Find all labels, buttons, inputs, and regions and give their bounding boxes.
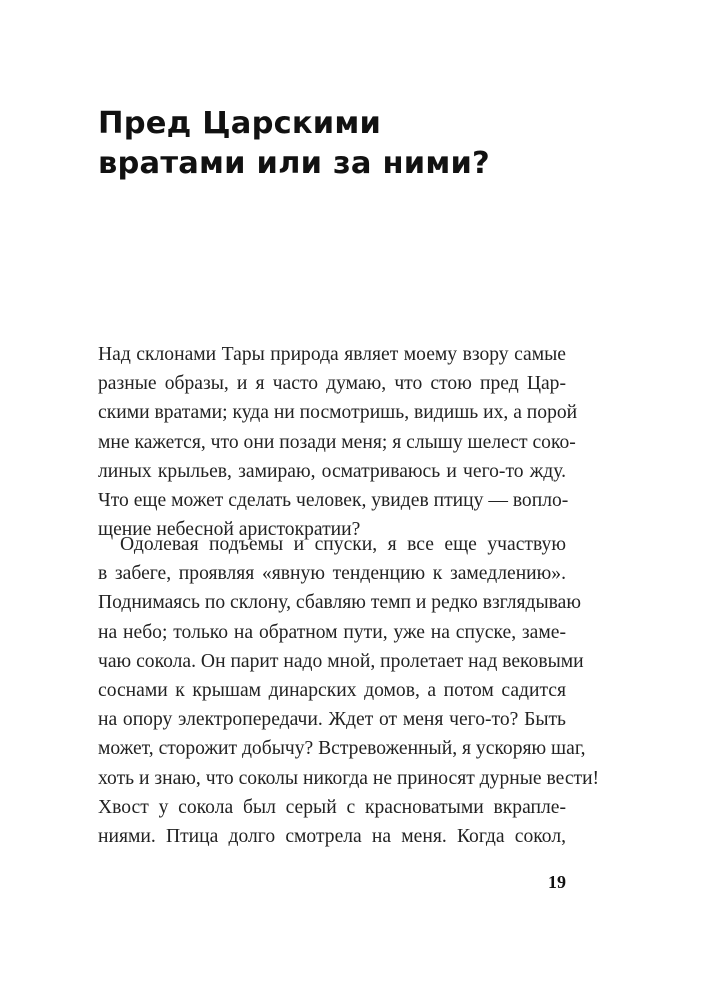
text-line: на небо; только на обратном пути, уже на спуске, заме-	[98, 621, 566, 643]
chapter-title	[98, 104, 490, 184]
text-line: скими вратами; куда ни посмотришь, видишь их, а порой	[98, 402, 578, 424]
page-number: 19	[548, 872, 566, 892]
text-line: чаю сокола. Он парит надо мной, пролетает над вековыми	[98, 650, 584, 672]
text-line: щение небесной аристократии?	[98, 519, 361, 541]
text-line: линых крыльев, замираю, осматриваюсь и чего-то жду.	[98, 460, 566, 482]
text-line: может, сторожит добычу? Встревоженный, я ускоряю шаг,	[98, 738, 586, 760]
paragraph-2	[98, 530, 600, 793]
text-line: в забеге, проявляя «явную тенденцию к замедлению».	[98, 563, 566, 585]
paragraph-3	[98, 793, 566, 851]
text-line: на опору электропередачи. Ждет от меня чего-то? Быть	[98, 709, 566, 731]
text-line: Поднимаясь по склону, сбавляю темп и редко взглядываю	[98, 592, 581, 614]
text-line: разные образы, и я часто думаю, что стою пред Цар-	[98, 373, 566, 395]
text-line: Что еще может сделать человек, увидев птицу — вопло-	[98, 490, 569, 512]
text-line: ниями. Птица долго смотрела на меня. Когда сокол,	[98, 826, 566, 848]
text-line: мне кажется, что они позади меня; я слышу шелест соко-	[98, 431, 576, 453]
text-line: Одолевая подъемы и спуски, я все еще участвую	[120, 534, 566, 555]
text-line: Над склонами Тары природа являет моему взору самые	[98, 344, 566, 365]
chapter-title-line-2: вратами или за ними?	[98, 146, 490, 181]
text-line: соснами к крышам динарских домов, а потом садится	[98, 680, 566, 702]
paragraph-1	[98, 340, 578, 544]
text-line: хоть и знаю, что соколы никогда не приносят дурные вести!	[98, 767, 600, 789]
text-line: Хвост у сокола был серый с красноватыми вкрапле-	[98, 797, 566, 818]
chapter-title-line-1: Пред Царскими	[98, 106, 382, 141]
